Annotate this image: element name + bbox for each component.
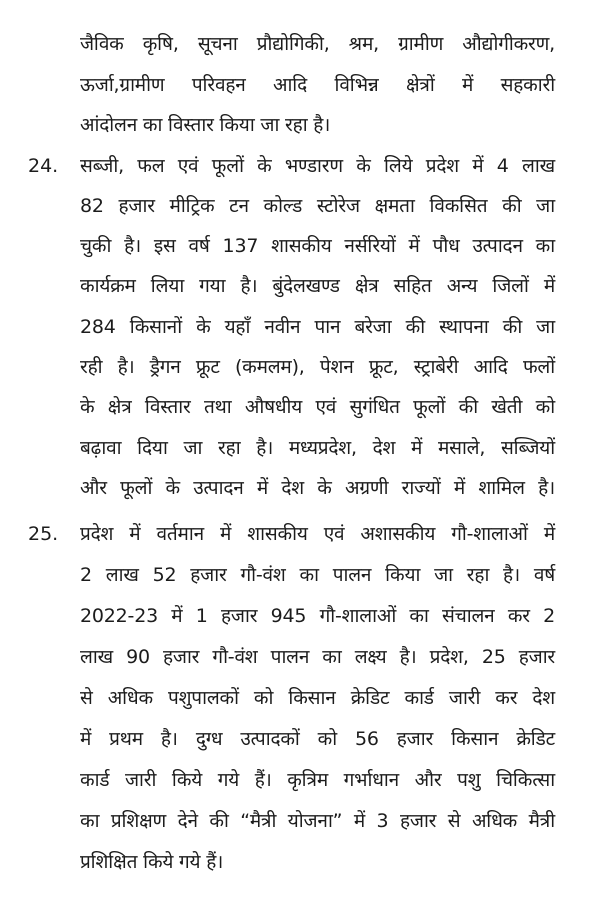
intro-line: जैविक कृषि, सूचना प्रौद्योगिकी, श्रम, ग्रामीण औद्योगीकरण, xyxy=(80,33,555,55)
paragraph-line: बढ़ावा दिया जा रहा है। मध्यप्रदेश, देश में मसाले, सब्जियों xyxy=(80,437,555,459)
paragraph-line: प्रशिक्षित किये गये हैं। xyxy=(80,851,224,873)
paragraph-line: कार्यक्रम लिया गया है। बुंदेलखण्ड क्षेत्र सहित अन्य जिलों में xyxy=(80,275,555,297)
paragraph-line: का प्रशिक्षण देने की “मैत्री योजना” में 3 हजार से अधिक मैत्री xyxy=(80,810,555,832)
paragraph-line: चुकी है। इस वर्ष 137 शासकीय नर्सरियों में पौध उत्पादन का xyxy=(80,235,555,257)
paragraph-line: के क्षेत्र विस्तार तथा औषधीय एवं सुगंधित फूलों की खेती को xyxy=(80,396,555,418)
intro-line: आंदोलन का विस्तार किया जा रहा है। xyxy=(80,114,331,136)
paragraph-line: 2 लाख 52 हजार गौ-वंश का पालन किया जा रहा है। वर्ष xyxy=(80,564,555,586)
paragraph-line: से अधिक पशुपालकों को किसान क्रेडिट कार्ड जारी कर देश xyxy=(80,687,555,709)
paragraph-line: 284 किसानों के यहाँ नवीन पान बरेजा की स्थापना की जा xyxy=(80,316,555,338)
intro-line: ऊर्जा,ग्रामीण परिवहन आदि विभिन्न क्षेत्रों में सहकारी xyxy=(80,74,555,96)
paragraph-line: में प्रथम है। दुग्ध उत्पादकों को 56 हजार किसान क्रेडिट xyxy=(80,728,555,750)
paragraph-line: 2022-23 में 1 हजार 945 गौ-शालाओं का संचालन कर 2 xyxy=(80,605,555,627)
paragraph-number: 24. xyxy=(28,155,59,177)
paragraph-line: सब्जी, फल एवं फूलों के भण्डारण के लिये प्रदेश में 4 लाख xyxy=(80,155,555,177)
paragraph-number: 25. xyxy=(28,523,59,545)
paragraph-line: 82 हजार मीट्रिक टन कोल्ड स्टोरेज क्षमता विकसित की जा xyxy=(80,195,555,217)
paragraph-line: लाख 90 हजार गौ-वंश पालन का लक्ष्य है। प्रदेश, 25 हजार xyxy=(80,646,555,668)
paragraph-line: रही है। ड्रैगन फ्रूट (कमलम), पेशन फ्रूट, स्ट्राबेरी आदि फलों xyxy=(80,356,555,378)
paragraph-line: कार्ड जारी किये गये हैं। कृत्रिम गर्भाधान और पशु चिकित्सा xyxy=(80,769,555,791)
paragraph-line: और फूलों के उत्पादन में देश के अग्रणी राज्यों में शामिल है। xyxy=(80,477,555,499)
paragraph-line: प्रदेश में वर्तमान में शासकीय एवं अशासकीय गौ-शालाओं में xyxy=(80,523,555,545)
